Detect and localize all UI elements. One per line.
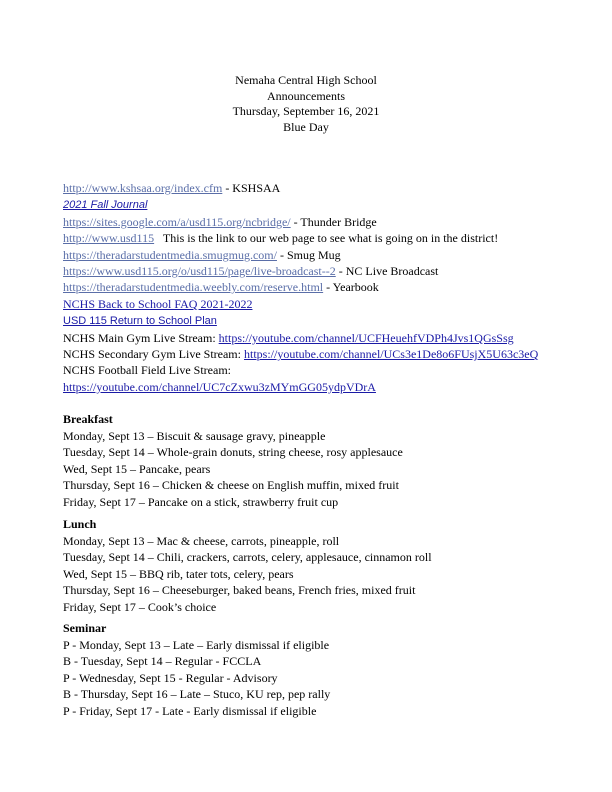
kshsaa-link[interactable]: http://www.kshsaa.org/index.cfm [63, 181, 223, 195]
breakfast-item: Friday, Sept 17 – Pancake on a stick, strawberry fruit cup [63, 494, 339, 509]
district-label: This is the link to our web page to see what is going on in the district! [154, 231, 499, 246]
seminar-item: B - Tuesday, Sept 14 – Regular - FCCLA [63, 654, 262, 669]
district-row [63, 230, 603, 246]
document-title: Announcements [267, 88, 345, 103]
lunch-item: Thursday, Sept 16 – Cheeseburger, baked beans, French fries, mixed fruit [63, 583, 416, 598]
breakfast-item: Wed, Sept 15 – Pancake, pears [63, 461, 211, 476]
seminar-item: P - Friday, Sept 17 - Late - Early dismissal if eligible [63, 703, 317, 718]
breakfast-title: Breakfast [63, 412, 113, 426]
football-field-stream-link[interactable]: https://youtube.com/channel/UC7cZxwu3zMYmGG05ydpVDrA [63, 379, 376, 394]
seminar-item: B - Thursday, Sept 16 – Late – Stuco, KU rep, pep rally [63, 687, 331, 702]
return-to-school-plan-link[interactable]: USD 115 Return to School Plan [63, 315, 217, 328]
district-link[interactable]: http://www.usd115 [63, 231, 155, 246]
document-date: Thursday, September 16, 2021 [232, 104, 380, 118]
lunch-item: Monday, Sept 13 – Mac & cheese, carrots, pineapple, roll [63, 533, 340, 548]
seminar-section [63, 620, 603, 720]
smug-mug-link[interactable]: https://theradarstudentmedia.smugmug.com/ [63, 247, 277, 262]
fall-journal-link[interactable]: 2021 Fall Journal [63, 199, 148, 212]
secondary-gym-stream-link[interactable]: https://youtube.com/channel/UCs3e1De8o6FUsjX5U63c3eQ [243, 347, 539, 362]
seminar-item: P - Wednesday, Sept 15 - Regular - Advisory [63, 670, 278, 685]
kshsaa-row [63, 180, 603, 196]
main-gym-row [63, 330, 603, 346]
live-broadcast-link[interactable]: https://www.usd115.org/o/usd115/page/live-broadcast--2 [63, 264, 336, 279]
lunch-item: Tuesday, Sept 14 – Chili, crackers, carrots, celery, applesauce, cinnamon roll [63, 550, 432, 565]
main-gym-stream-link[interactable]: https://youtube.com/channel/UCFHeuehfVDPh4Jvs1QGsSsg [218, 330, 514, 345]
back-to-school-faq-link[interactable]: NCHS Back to School FAQ 2021-2022 [63, 296, 253, 311]
yearbook-label: - Yearbook [323, 280, 379, 295]
breakfast-item: Tuesday, Sept 14 – Whole-grain donuts, string cheese, rosy applesauce [63, 445, 403, 460]
breakfast-item: Thursday, Sept 16 – Chicken & cheese on English muffin, mixed fruit [63, 478, 399, 493]
journal-row [63, 196, 603, 213]
seminar-title: Seminar [63, 621, 107, 635]
live-broadcast-label: - NC Live Broadcast [335, 264, 439, 279]
football-field-label: NCHS Football Field Live Stream: [63, 363, 231, 378]
thunder-bridge-link[interactable]: https://sites.google.com/a/usd115.org/ncbridge/ [63, 214, 291, 229]
links-section [63, 180, 603, 395]
secondary-gym-label: NCHS Secondary Gym Live Stream: [63, 347, 244, 362]
lunch-title: Lunch [63, 517, 97, 531]
smug-mug-row [63, 247, 603, 263]
yearbook-row [63, 279, 603, 295]
return-plan-row [63, 312, 603, 329]
thunder-bridge-row [63, 214, 603, 230]
document-header [0, 73, 612, 135]
lunch-item: Wed, Sept 15 – BBQ rib, tater tots, celery, pears [63, 566, 294, 581]
lunch-item: Friday, Sept 17 – Cook’s choice [63, 599, 217, 614]
smug-mug-label: - Smug Mug [276, 247, 341, 262]
school-name: Nemaha Central High School [235, 73, 377, 87]
seminar-item: P - Monday, Sept 13 – Late – Early dismissal if eligible [63, 637, 330, 652]
day-color: Blue Day [283, 119, 329, 134]
breakfast-item: Monday, Sept 13 – Biscuit & sausage gravy, pineapple [63, 428, 326, 443]
main-gym-label: NCHS Main Gym Live Stream: [63, 330, 219, 345]
faq-row [63, 296, 603, 312]
yearbook-link[interactable]: https://theradarstudentmedia.weebly.com/reserve.html [63, 280, 324, 295]
kshsaa-label: - KSHSAA [222, 181, 281, 195]
football-link-row [63, 379, 603, 395]
live-broadcast-row [63, 263, 603, 279]
secondary-gym-row [63, 346, 603, 362]
lunch-section [63, 516, 603, 616]
thunder-bridge-label: - Thunder Bridge [290, 214, 377, 229]
football-label-row [63, 362, 603, 378]
breakfast-section [63, 411, 603, 511]
